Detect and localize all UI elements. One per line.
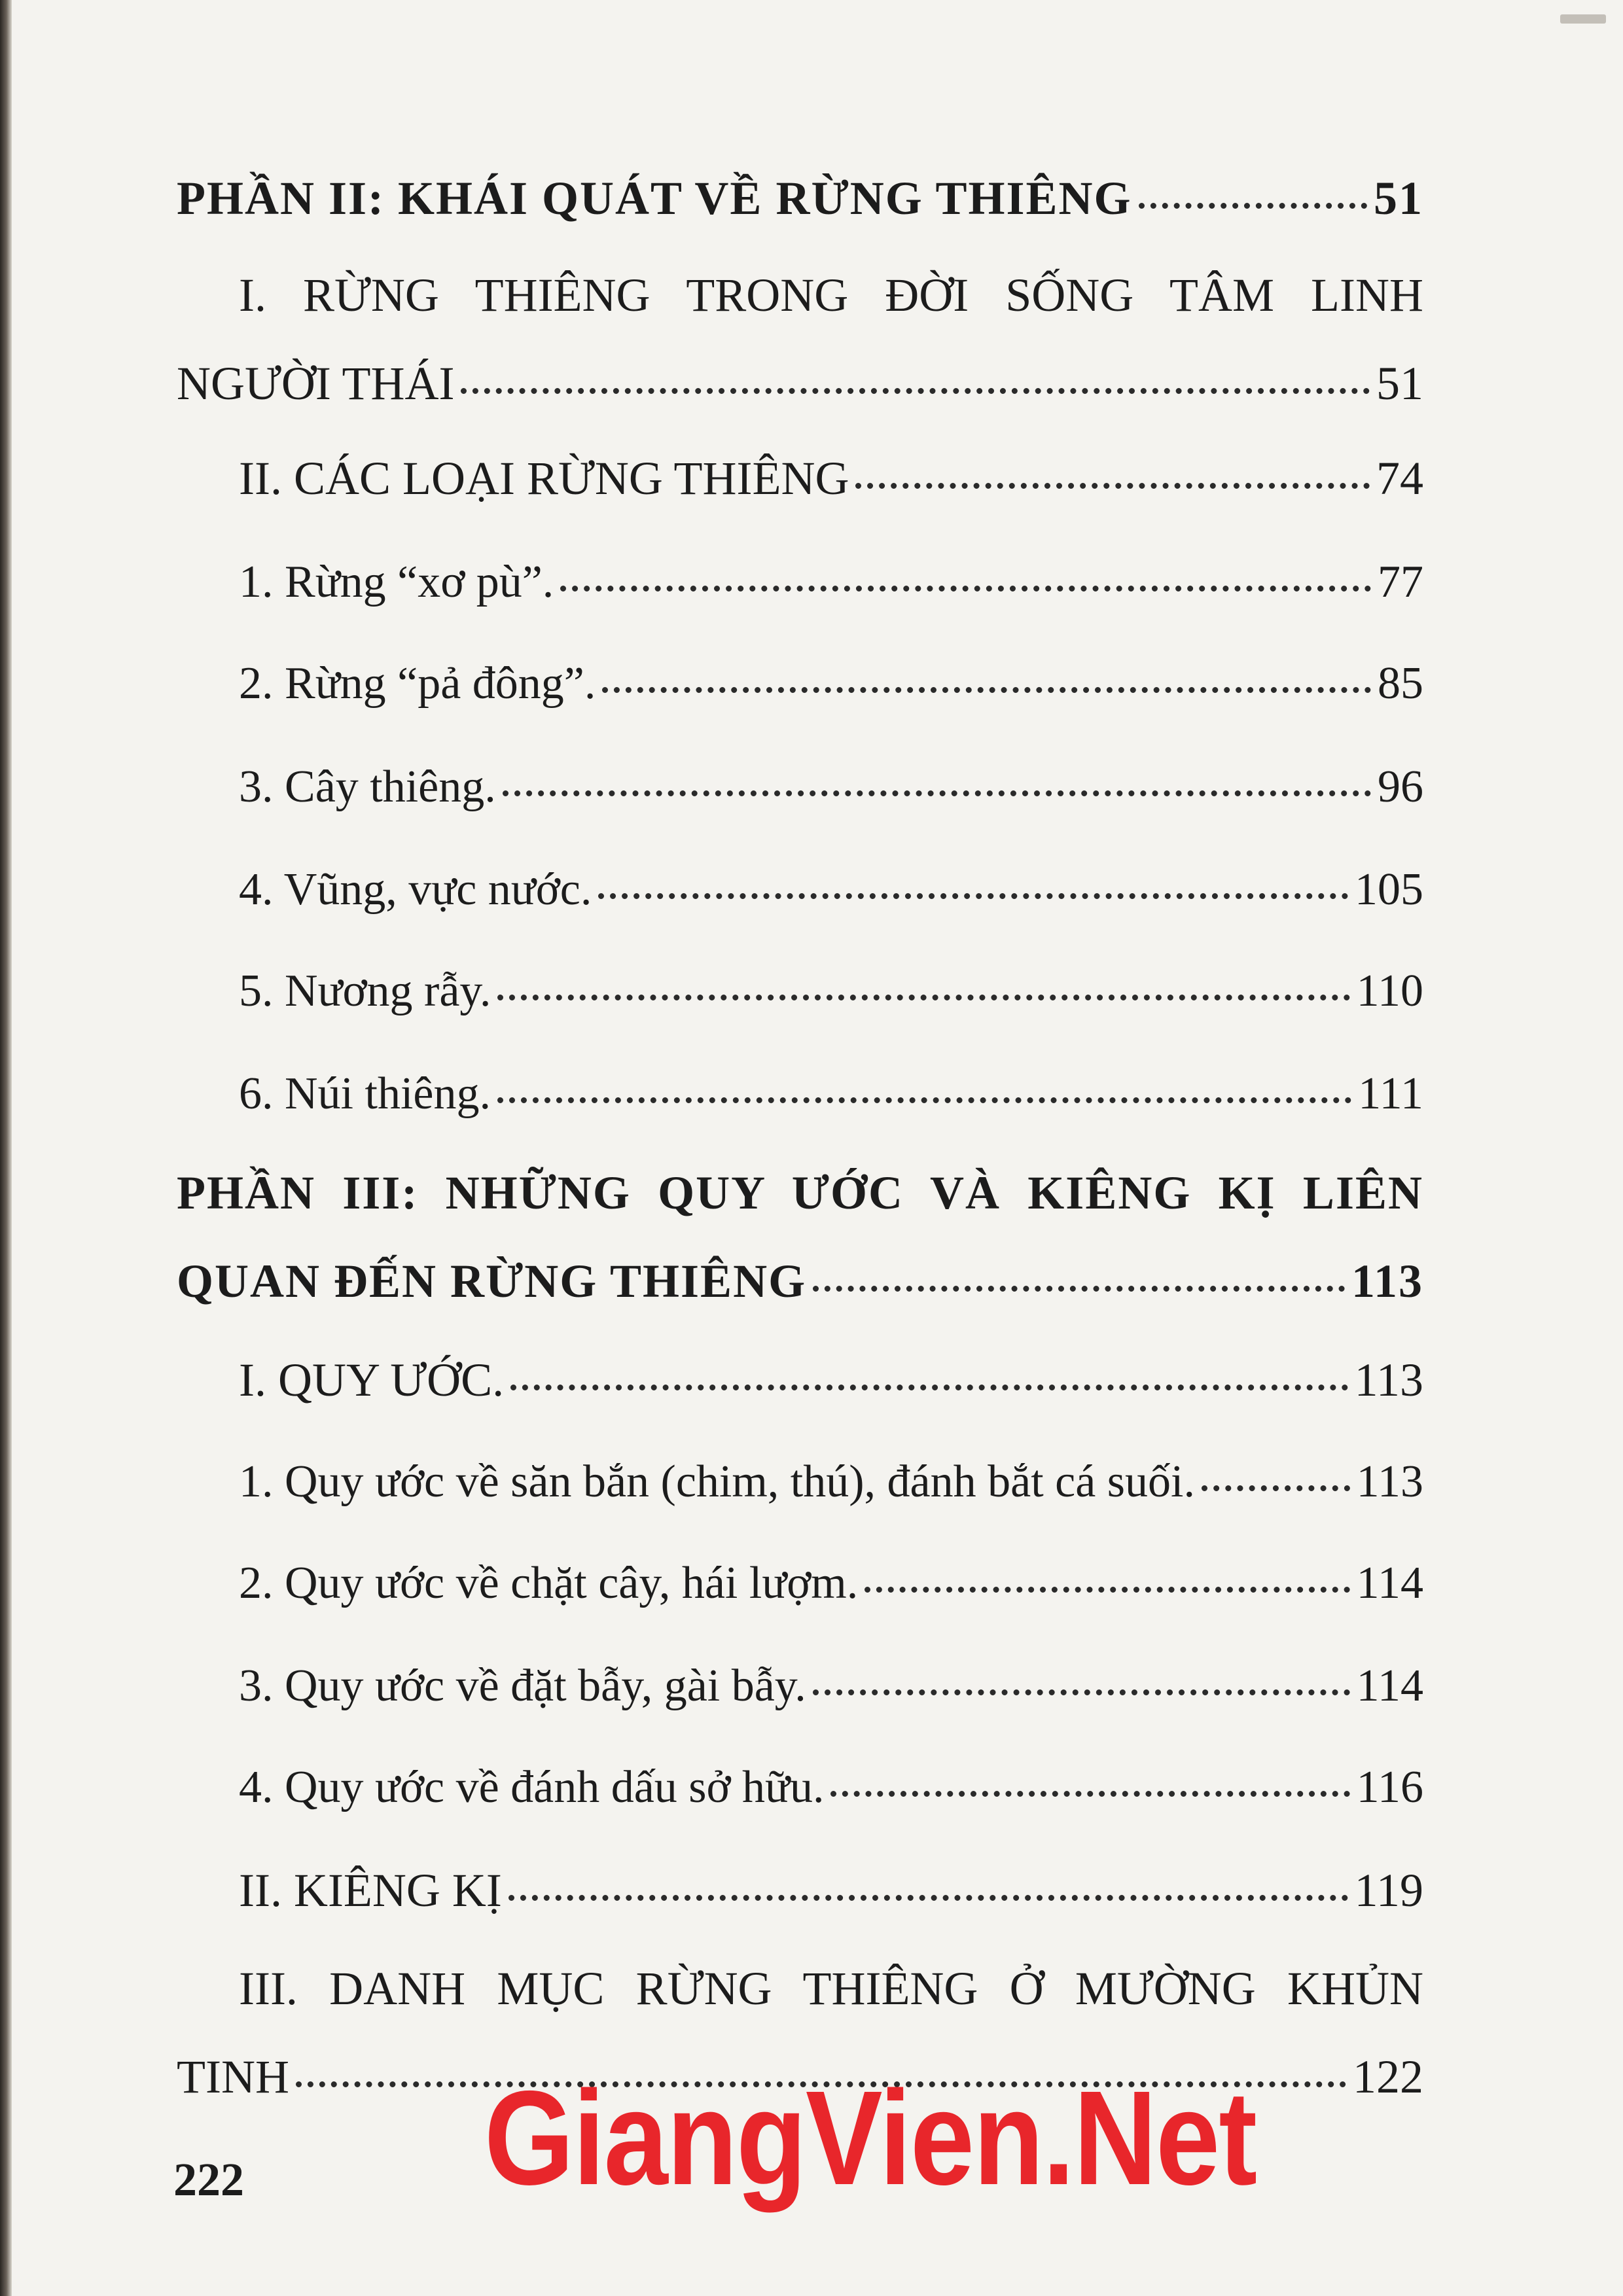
toc-entry-title: 3. Quy ước về đặt bẫy, gài bẫy. <box>239 1661 806 1711</box>
toc-entry-title: 4. Quy ước về đánh dấu sở hữu. <box>239 1762 825 1812</box>
toc-entry-title: II. CÁC LOẠI RỪNG THIÊNG <box>239 452 849 504</box>
toc-part-2 <box>177 171 1423 226</box>
page-number: 222 <box>173 2153 244 2206</box>
toc-entry-page: 74 <box>1376 452 1423 504</box>
toc-item-2-6 <box>239 1068 1423 1120</box>
toc-entry-title: 6. Núi thiêng. <box>239 1069 491 1119</box>
toc-entry-title: QUAN ĐẾN RỪNG THIÊNG <box>177 1255 807 1307</box>
toc-entry-title: 2. Quy ước về chặt cây, hái lượm. <box>239 1558 859 1608</box>
toc-item-2-4 <box>239 864 1423 916</box>
toc-entry-title: 4. Vũng, vực nước. <box>239 864 592 915</box>
toc-entry-page: 113 <box>1354 1354 1423 1406</box>
dot-leader <box>1202 1485 1350 1491</box>
toc-item-3-4 <box>239 1761 1423 1814</box>
dot-leader <box>503 790 1371 796</box>
dot-leader <box>830 1791 1349 1797</box>
toc-entry-title: I. QUY ƯỚC. <box>239 1354 505 1406</box>
toc-entry-page: 119 <box>1354 1864 1423 1916</box>
toc-item-2-1 <box>239 556 1423 609</box>
toc-section-2 <box>239 451 1423 506</box>
dot-leader <box>865 1587 1349 1593</box>
toc-entry-page: 113 <box>1356 1457 1423 1507</box>
toc-section-3-3-line1: III. DANH MỤC RỪNG THIÊNG Ở MƯỜNG KHỦN <box>239 1962 1423 2015</box>
toc-section-3-1 <box>239 1353 1423 1407</box>
toc-section-1 <box>177 357 1423 411</box>
toc-entry-page: 114 <box>1356 1661 1423 1711</box>
toc-entry-title: TINH <box>177 2051 289 2103</box>
toc-entry-title: 5. Nương rẫy. <box>239 966 491 1016</box>
toc-entry-title: 1. Rừng “xơ pù”. <box>239 557 554 607</box>
dot-leader <box>510 1385 1347 1390</box>
toc-entry-page: 105 <box>1355 864 1423 915</box>
toc-item-2-5 <box>239 965 1423 1017</box>
toc-item-2-2 <box>239 658 1423 710</box>
toc-entry-title: 3. Cây thiêng. <box>239 762 496 812</box>
watermark-logo: GiangVien.Net <box>484 2063 1257 2213</box>
toc-entry-title: PHẦN II: KHÁI QUÁT VỀ RỪNG THIÊNG <box>177 172 1132 224</box>
dot-leader <box>602 687 1371 693</box>
dot-leader <box>813 1689 1350 1695</box>
toc-entry-page: 77 <box>1378 557 1423 607</box>
toc-item-3-1 <box>239 1456 1423 1508</box>
toc-entry-title: NGƯỜI THÁI <box>177 357 455 410</box>
dot-leader <box>598 893 1348 899</box>
toc-entry-page: 122 <box>1353 2051 1423 2103</box>
toc-entry-title: 1. Quy ước về săn bắn (chim, thú), đánh bắt cá suối. <box>239 1457 1195 1507</box>
dot-leader <box>560 586 1371 592</box>
toc-entry-page: 113 <box>1351 1255 1423 1307</box>
dot-leader <box>855 483 1370 489</box>
toc-entry-title: 2. Rừng “pả đông”. <box>239 658 596 709</box>
dot-leader <box>497 995 1349 1000</box>
toc-entry-page: 85 <box>1378 658 1423 709</box>
toc-entry-page: 96 <box>1378 762 1423 812</box>
toc-entry-title: II. KIÊNG KỊ <box>239 1864 502 1916</box>
toc-item-3-3 <box>239 1660 1423 1712</box>
toc-entry-page: 114 <box>1356 1558 1423 1608</box>
dot-leader <box>461 388 1370 394</box>
toc-part-3-line1: PHẦN III: NHỮNG QUY ƯỚC VÀ KIÊNG KỊ LIÊN <box>177 1167 1423 1219</box>
toc-entry-page: 111 <box>1358 1069 1423 1119</box>
dot-leader <box>508 1895 1348 1901</box>
dot-leader <box>497 1097 1351 1103</box>
toc-entry-page: 51 <box>1374 172 1423 224</box>
dot-leader <box>813 1286 1345 1292</box>
toc-section-1-line1: I. RỪNG THIÊNG TRONG ĐỜI SỐNG TÂM LINH <box>239 269 1423 321</box>
toc-section-3-2 <box>239 1863 1423 1918</box>
toc-part-3 <box>177 1254 1423 1309</box>
toc-item-3-2 <box>239 1557 1423 1610</box>
dot-leader <box>1139 203 1367 209</box>
toc-entry-page: 110 <box>1356 966 1423 1016</box>
toc-entry-page: 51 <box>1376 357 1423 410</box>
toc-entry-page: 116 <box>1356 1762 1423 1812</box>
toc-item-2-3 <box>239 761 1423 813</box>
